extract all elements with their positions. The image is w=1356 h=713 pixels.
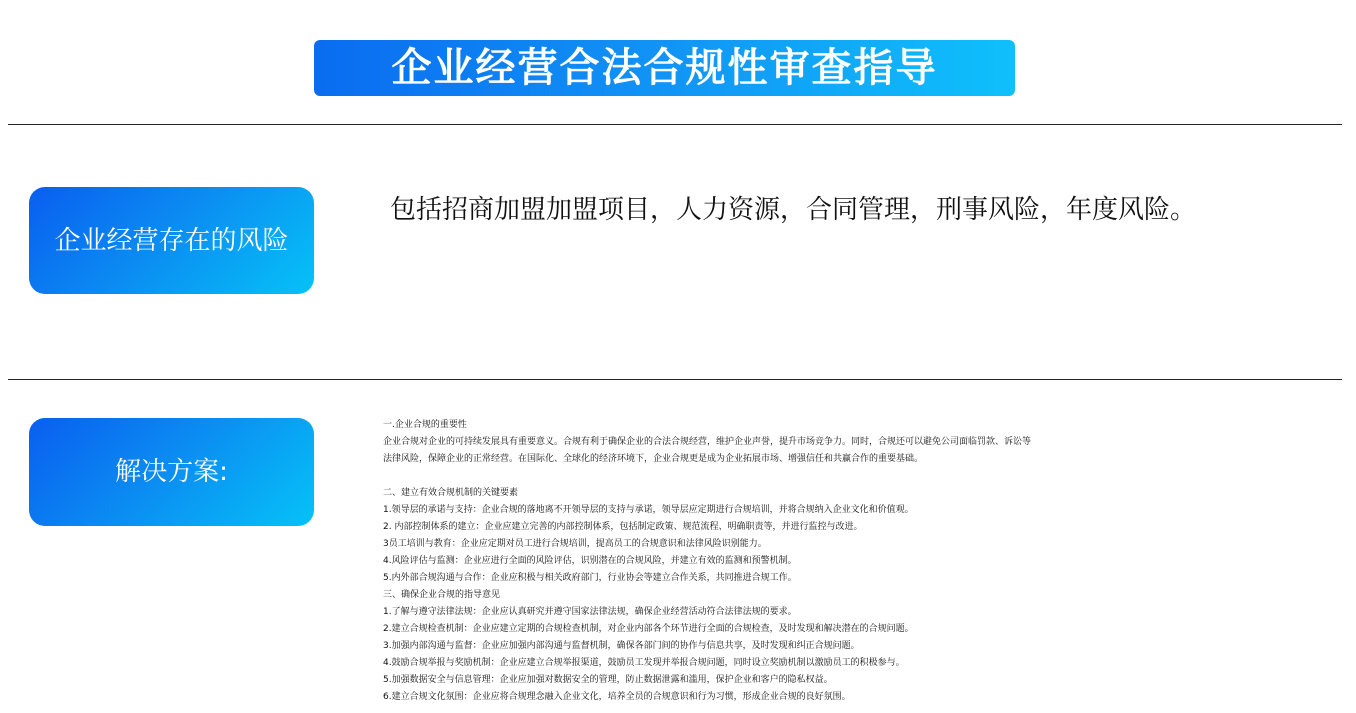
solution-line: 二、建立有效合规机制的关键要素 (383, 488, 519, 498)
solution-line: 4.鼓励合规举报与奖励机制：企业应建立合规举报渠道，鼓励员工发现并举报合规问题，同时设立奖励机制以激励员工的积极参与。 (383, 658, 905, 668)
solution-line: 法律风险，保障企业的正常经营。在国际化、全球化的经济环境下，企业合规更是成为企业拓展市场、增强信任和共赢合作的重要基础。 (383, 454, 924, 464)
solution-line: 6.建立合规文化氛围：企业应将合规理念融入企业文化，培养全员的合规意识和行为习惯，形成企业合规的良好氛围。 (383, 692, 851, 702)
solution-line: 一.企业合规的重要性 (383, 420, 467, 430)
solution-line: 2.建立合规检查机制：企业应建立定期的合规检查机制，对企业内部各个环节进行全面的合规检查，及时发现和解决潜在的合规问题。 (383, 624, 914, 634)
solution-line: 3员工培训与教育：企业应定期对员工进行合规培训，提高员工的合规意识和法律风险识别能力。 (383, 539, 767, 549)
risk-label: 企业经营存在的风险 (54, 225, 289, 256)
solution-line: 5.加强数据安全与信息管理：企业应加强对数据安全的管理，防止数据泄露和滥用，保护企业和客户的隐私权益。 (383, 675, 833, 685)
solution-line: 2. 内部控制体系的建立：企业应建立完善的内部控制体系，包括制定政策、规范流程、明确职责等，并进行监控与改进。 (383, 522, 863, 532)
risk-description: 包括招商加盟加盟项目，人力资源，合同管理，刑事风险，年度风险。 (390, 195, 1197, 225)
solution-blank-line (383, 468, 1143, 485)
middle-divider (8, 379, 1342, 380)
page-title: 企业经营合法合规性审查指导 (391, 45, 938, 91)
solution-line: 三、确保企业合规的指导意见 (383, 590, 501, 600)
risk-label-box (29, 187, 314, 294)
top-divider (8, 124, 1342, 125)
solution-line: 3.加强内部沟通与监督：企业应加强内部沟通与监督机制，确保各部门间的协作与信息共享，及时发现和纠正合规问题。 (383, 641, 860, 651)
solution-line: 4.风险评估与监测：企业应进行全面的风险评估，识别潜在的合规风险，并建立有效的监测和预警机制。 (383, 556, 797, 566)
solution-line: 1.了解与遵守法律法规：企业应认真研究并遵守国家法律法规，确保企业经营活动符合法律法规的要求。 (383, 607, 797, 617)
solution-label: 解决方案: (115, 457, 228, 487)
title-banner (314, 40, 1015, 96)
solution-line: 企业合规对企业的可持续发展具有重要意义。合规有利于确保企业的合法合规经营，维护企业声誉，提升市场竞争力。同时，合规还可以避免公司面临罚款、诉讼等 (383, 437, 1032, 447)
solution-line: 5.内外部合规沟通与合作：企业应积极与相关政府部门，行业协会等建立合作关系，共同推进合规工作。 (383, 573, 797, 583)
solution-label-box (29, 418, 314, 526)
solution-line: 1.领导层的承诺与支持：企业合规的落地离不开领导层的支持与承诺，领导层应定期进行合规培训，并将合规纳入企业文化和价值观。 (383, 505, 914, 515)
solution-text-block (383, 417, 1143, 706)
